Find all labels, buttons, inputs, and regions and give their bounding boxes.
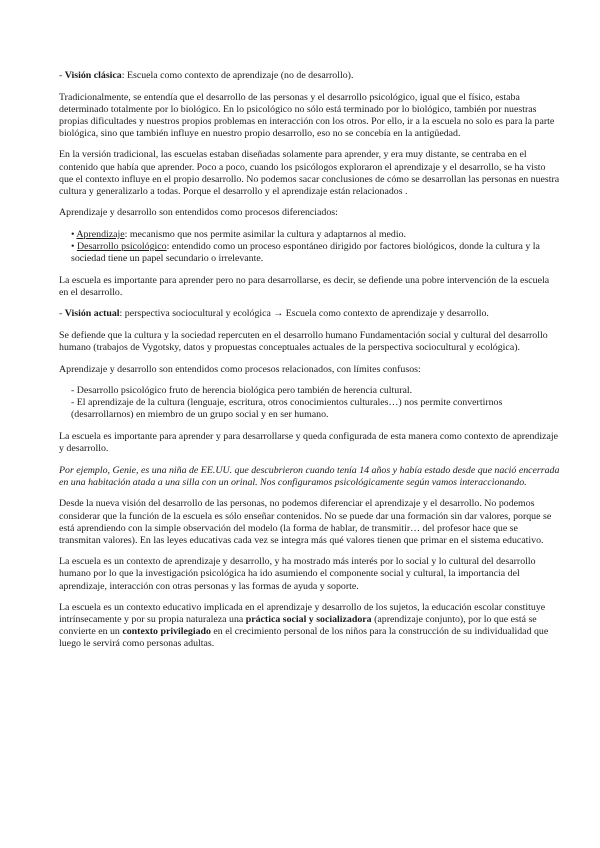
paragraph: Se defiende que la cultura y la sociedad repercuten en el desarrollo humano Fundamentación social y cultural del desarrollo humano (trabajos de Vygotsky, datos y propuestas conceptuales actuales de la perspectiva sociocultural y ecológica).: [59, 330, 548, 354]
paragraph: La escuela es importante para aprender y para desarrollarse y queda configurada de esta manera como contexto de aprendizaje y desarrollo.: [59, 431, 558, 455]
example-paragraph: Por ejemplo, Genie, es una niña de EE.UU. que descubrieron cuando tenía 14 años y había estado desde que nació encerrada en una habitación atada a una silla con un orinal. Nos configuramos psicológicamente según vamos interaccionando.: [59, 464, 560, 488]
paragraph: Aprendizaje y desarrollo son entendidos como procesos relacionados, con límites confusos:: [59, 363, 421, 375]
bold-term: contexto privilegiado: [122, 626, 211, 638]
paragraph: Tradicionalmente, se entendía que el desarrollo de las personas y el desarrollo psicológico, igual que el físico, estaba determinado totalmente por lo biológico. En lo psicológico no sólo está terminado por lo biológico, también por nuestras propias dificultades y nuestros propios problemas en interacción con los otros. Por ello, ir a la escuela no solo es para la parte biológica, sino que también influye en nuestro propio desarrollo, eso no se concebía en la antigüedad.: [59, 91, 555, 139]
heading-title: Visión actual: [64, 308, 120, 320]
paragraph: Aprendizaje y desarrollo son entendidos como procesos diferenciados:: [59, 207, 338, 219]
bullet-list: [59, 229, 560, 265]
heading-rest: : Escuela como contexto de aprendizaje (no de desarrollo).: [121, 70, 354, 81]
paragraph: La escuela es importante para aprender pero no para desarrollarse, es decir, se defiende una pobre intervención de la escuela en el desarrollo.: [59, 274, 550, 298]
paragraph: Desde la nueva visión del desarrollo de las personas, no podemos diferenciar el aprendizaje y el desarrollo. No podemos considerar que la función de la escuela es sólo enseñar contenidos. No se puede dar una formación sin dar valores, porque se está aprendiendo con la simple observación del modelo (la forma de hablar, de transmitir… del profesor hace que se transmitan valores). En las leyes educativas cada vez se integra más qué valores tienen que primar en el sistema educativo.: [59, 498, 552, 546]
heading-title: Visión clásica: [64, 70, 122, 81]
bullet-marker: •: [71, 228, 77, 240]
bullet-marker: •: [71, 241, 77, 253]
dash-item: - Desarrollo psicológico fruto de herencia biológica pero también de herencia cultural.: [71, 385, 413, 397]
paragraph: [59, 602, 560, 650]
paragraph: La escuela es un contexto de aprendizaje y desarrollo, y ha mostrado más interés por lo social y lo cultural del desarrollo humano por lo que la investigación psicológica ha ido asumiendo el componente social y cultural, la importancia del aprendizaje, interacción con otras personas y las formas de ayuda y soporte.: [59, 556, 536, 592]
bullet-item: [71, 241, 560, 265]
text-run: en el crecimiento personal de los niños para la construcción de su individualidad que luego le servirá como personas adultas.: [59, 626, 549, 650]
bullet-item: [71, 229, 560, 241]
text-run: La escuela es un contexto educativo implicada en el aprendizaje y desarrollo de los sujetos, la educación escolar constituye intrínsecamente y por su propia naturaleza una: [59, 602, 546, 626]
heading-vision-clasica: [59, 70, 560, 82]
paragraph: En la versión tradicional, las escuelas estaban diseñadas solamente para aprender, y era muy distante, se centraba en el contenido que había que aprender. Poco a poco, cuando los psicólogos exploraron el aprendizaje y el desarrollo, se ha visto que el contexto influye en el propio desarrollo. No podemos sacar conclusiones de cómo se desarrollan las personas en nuestra cultura y generalizarlo a todas. Porque el desarrollo y el aprendizaje están relacionados .: [59, 149, 560, 197]
text-run: (aprendizaje conjunto), por lo que está se convierte en un: [59, 614, 537, 638]
heading-dash: -: [59, 70, 65, 81]
bullet-term: Aprendizaje: [76, 228, 125, 240]
heading-rest: : perspectiva sociocultural y ecológica → Escuela como contexto de aprendizaje y desarrollo.: [119, 308, 489, 320]
bullet-text: : entendido como un proceso espontáneo dirigido por factores biológicos, donde la cultura y la sociedad tiene un papel secundario o irrelevante.: [71, 241, 540, 265]
bullet-term: Desarrollo psicológico: [76, 241, 167, 253]
bold-term: práctica social y socializadora: [245, 614, 372, 626]
heading-vision-actual: [59, 308, 560, 320]
bullet-text: : mecanismo que nos permite asimilar la cultura y adaptarnos al medio.: [124, 228, 407, 240]
dash-list: [59, 385, 560, 421]
dash-item: - El aprendizaje de la cultura (lenguaje, escritura, otros conocimientos culturales…) nos permite convertirnos (desarrollarnos) en miembro de un grupo social y en ser humano.: [71, 397, 503, 421]
heading-dash: -: [59, 308, 65, 320]
